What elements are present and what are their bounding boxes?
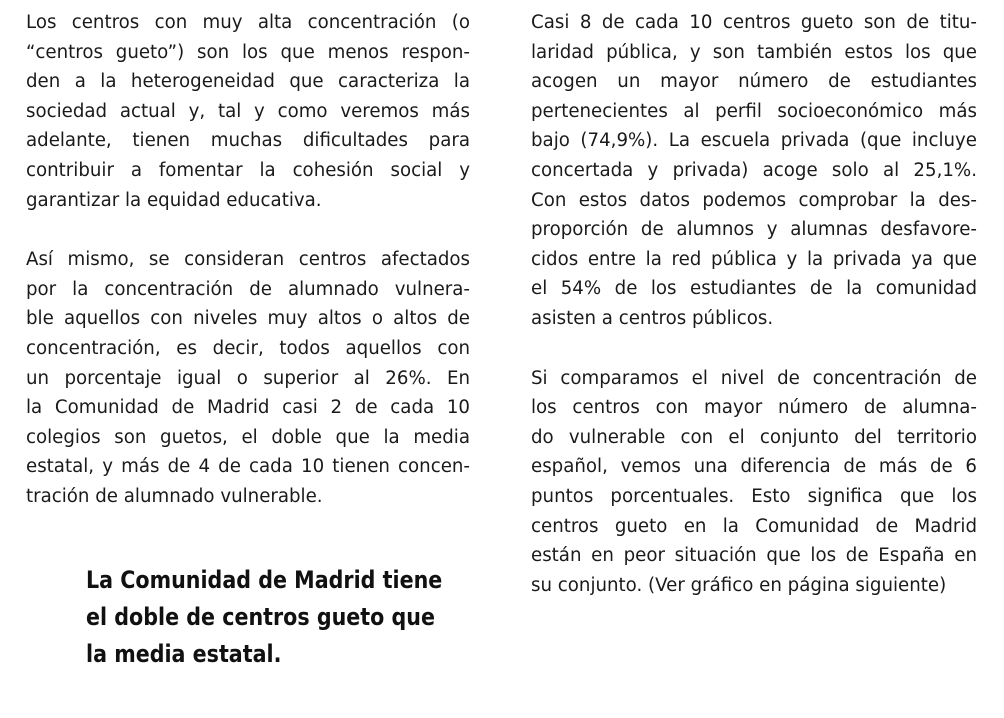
- text-line: puntos porcentuales. Esto significa que los: [531, 485, 977, 507]
- text-line: Con estos datos podemos comprobar la des-: [531, 189, 977, 211]
- text-line: la Comunidad de Madrid casi 2 de cada 10: [26, 397, 470, 419]
- text-line: estatal, y más de 4 de cada 10 tienen concen-: [26, 456, 470, 478]
- text-line: pertenecientes al perfil socioeconómico más: [531, 100, 977, 122]
- text-line: contribuir a fomentar la cohesión social y: [26, 159, 470, 181]
- right-paragraph-1: [531, 8, 977, 334]
- pull-quote-line: el doble de centros gueto que: [86, 603, 435, 631]
- pull-quote-line: La Comunidad de Madrid tiene: [86, 566, 443, 594]
- text-line: están en peor situación que los de España en: [531, 545, 977, 567]
- text-line: colegios son guetos, el doble que la media: [26, 426, 470, 448]
- text-line: proporción de alumnos y alumnas desfavore-: [531, 219, 977, 241]
- text-line: adelante, tienen muchas dificultades para: [26, 130, 470, 152]
- text-line: laridad pública, y son también estos los que: [531, 41, 977, 63]
- pull-quote: [86, 562, 443, 673]
- text-line: cidos entre la red pública y la privada ya que: [531, 248, 977, 270]
- text-line: por la concentración de alumnado vulnera-: [26, 278, 470, 300]
- text-line: garantizar la equidad educativa.: [26, 189, 322, 211]
- left-paragraph-1: [26, 8, 470, 215]
- right-column: [531, 8, 977, 600]
- left-column: [26, 8, 470, 512]
- text-line: concertada y privada) acoge solo al 25,1%.: [531, 159, 977, 181]
- text-line: Si comparamos el nivel de concentración de: [531, 367, 977, 389]
- pull-quote-line: la media estatal.: [86, 640, 282, 668]
- paragraph-spacer: [531, 334, 977, 364]
- text-line: ble aquellos con niveles muy altos o altos de: [26, 308, 470, 330]
- text-line: su conjunto. (Ver gráfico en página siguiente): [531, 574, 947, 596]
- left-paragraph-2: [26, 245, 470, 511]
- text-line: concentración, es decir, todos aquellos con: [26, 337, 470, 359]
- paragraph-spacer: [26, 215, 470, 245]
- text-line: los centros con mayor número de alumna-: [531, 397, 977, 419]
- text-line: do vulnerable con el conjunto del territorio: [531, 426, 977, 448]
- text-line: centros gueto en la Comunidad de Madrid: [531, 515, 977, 537]
- text-line: Así mismo, se consideran centros afectados: [26, 249, 470, 271]
- text-line: Los centros con muy alta concentración (o: [26, 12, 470, 33]
- text-line: bajo (74,9%). La escuela privada (que incluye: [531, 130, 977, 152]
- text-line: un porcentaje igual o superior al 26%. En: [26, 367, 470, 389]
- text-line: español, vemos una diferencia de más de 6: [531, 456, 977, 478]
- text-line: acogen un mayor número de estudiantes: [531, 71, 977, 93]
- text-line: sociedad actual y, tal y como veremos más: [26, 100, 470, 122]
- text-line: tración de alumnado vulnerable.: [26, 485, 323, 507]
- text-line: Casi 8 de cada 10 centros gueto son de titu-: [531, 12, 977, 33]
- right-paragraph-2: [531, 364, 977, 601]
- text-line: “centros gueto”) son los que menos respon-: [26, 41, 470, 63]
- text-line: el 54% de los estudiantes de la comunidad: [531, 278, 977, 300]
- text-line: asisten a centros públicos.: [531, 307, 774, 329]
- text-line: den a la heterogeneidad que caracteriza la: [26, 71, 470, 93]
